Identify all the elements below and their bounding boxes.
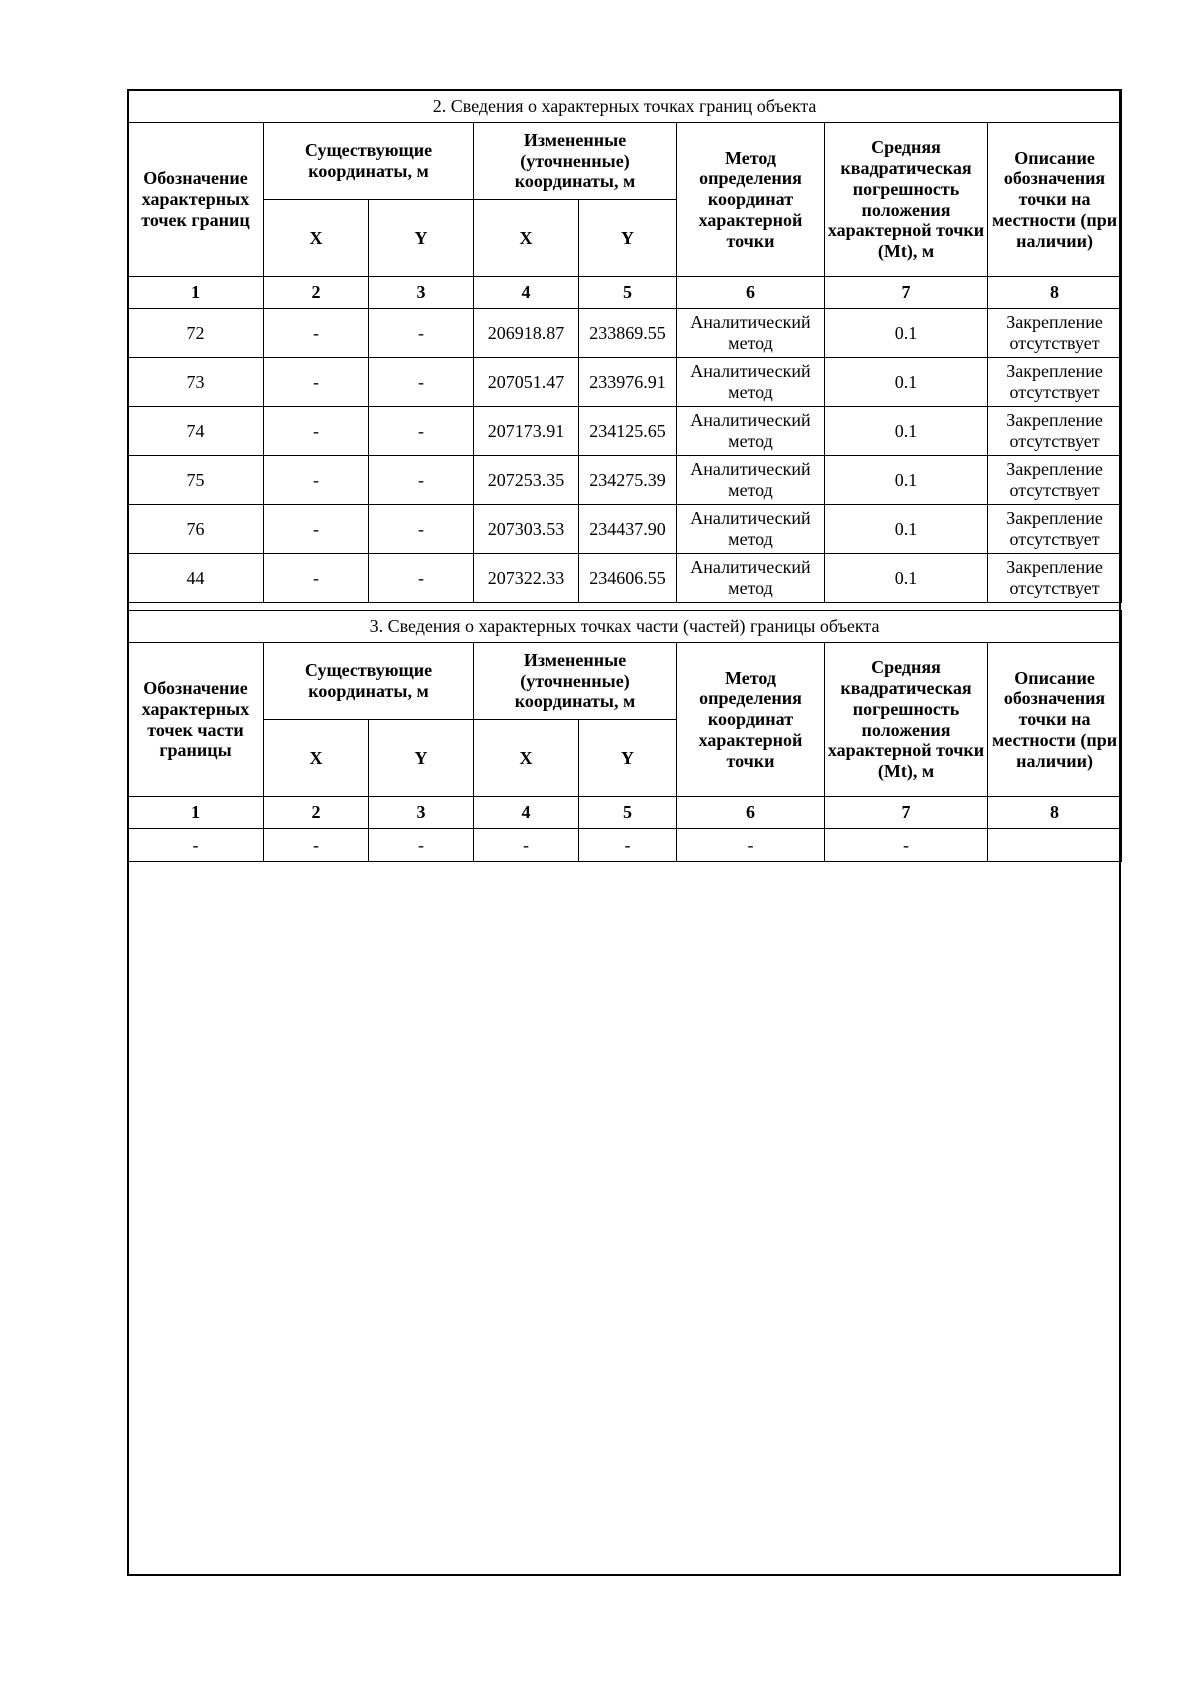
point-id: 76: [128, 505, 264, 554]
changed-x: 207253.35: [474, 456, 579, 505]
error-mt: 0.1: [825, 407, 988, 456]
header-changed: Измененные (уточненные) координаты, м: [474, 123, 677, 200]
changed-y: 233976.91: [579, 358, 677, 407]
point-id: 72: [128, 309, 264, 358]
changed-y: 234275.39: [579, 456, 677, 505]
description: [988, 829, 1122, 862]
changed-x: 207173.91: [474, 407, 579, 456]
changed-x: -: [474, 829, 579, 862]
header-changed-x: X: [474, 720, 579, 797]
existing-y: -: [369, 829, 474, 862]
table-row: [128, 309, 1122, 358]
header-existing: Существующие координаты, м: [264, 643, 474, 720]
table-row: [128, 456, 1122, 505]
method: Аналитический метод: [677, 456, 825, 505]
existing-x: -: [264, 505, 369, 554]
column-number: 8: [988, 797, 1122, 829]
section2-title: 2. Сведения о характерных точках границ объекта: [128, 90, 1122, 123]
header-changed-y: Y: [579, 200, 677, 277]
header-existing-y: Y: [369, 720, 474, 797]
existing-x: -: [264, 309, 369, 358]
point-id: 74: [128, 407, 264, 456]
header-description: Описание обозначения точки на местности (при наличии): [988, 643, 1122, 797]
header-existing-y: Y: [369, 200, 474, 277]
description: Закрепление отсутствует: [988, 407, 1122, 456]
changed-x: 207051.47: [474, 358, 579, 407]
method: Аналитический метод: [677, 554, 825, 603]
error-mt: 0.1: [825, 505, 988, 554]
section3-title: 3. Сведения о характерных точках части (частей) границы объекта: [128, 611, 1122, 643]
header-existing: Существующие координаты, м: [264, 123, 474, 200]
changed-y: 233869.55: [579, 309, 677, 358]
description: Закрепление отсутствует: [988, 456, 1122, 505]
point-id: 73: [128, 358, 264, 407]
column-number: 5: [579, 277, 677, 309]
existing-y: -: [369, 505, 474, 554]
method: -: [677, 829, 825, 862]
header-changed: Измененные (уточненные) координаты, м: [474, 643, 677, 720]
header-changed-y: Y: [579, 720, 677, 797]
changed-x: 207303.53: [474, 505, 579, 554]
description: Закрепление отсутствует: [988, 554, 1122, 603]
method: Аналитический метод: [677, 505, 825, 554]
column-number: 2: [264, 277, 369, 309]
header-method: Метод определения координат характерной точки: [677, 123, 825, 277]
changed-y: 234606.55: [579, 554, 677, 603]
method: Аналитический метод: [677, 407, 825, 456]
table-row: [128, 554, 1122, 603]
column-number: 3: [369, 277, 474, 309]
existing-y: -: [369, 358, 474, 407]
header-changed-x: X: [474, 200, 579, 277]
method: Аналитический метод: [677, 309, 825, 358]
column-number: 5: [579, 797, 677, 829]
column-number: 7: [825, 797, 988, 829]
header-designation: Обозначение характерных точек границ: [128, 123, 264, 277]
existing-y: -: [369, 309, 474, 358]
column-number: 4: [474, 277, 579, 309]
header-existing-x: X: [264, 200, 369, 277]
column-number: 1: [128, 277, 264, 309]
changed-x: 206918.87: [474, 309, 579, 358]
changed-x: 207322.33: [474, 554, 579, 603]
header-error: Средняя квадратическая погрешность положения характерной точки (Mt), м: [825, 123, 988, 277]
error-mt: 0.1: [825, 554, 988, 603]
method: Аналитический метод: [677, 358, 825, 407]
section3-table: [127, 610, 1122, 862]
existing-x: -: [264, 456, 369, 505]
changed-y: 234437.90: [579, 505, 677, 554]
point-id: 44: [128, 554, 264, 603]
error-mt: 0.1: [825, 358, 988, 407]
error-mt: 0.1: [825, 456, 988, 505]
header-designation: Обозначение характерных точек части границы: [128, 643, 264, 797]
point-id: 75: [128, 456, 264, 505]
table-row: [128, 407, 1122, 456]
header-description: Описание обозначения точки на местности (при наличии): [988, 123, 1122, 277]
header-method: Метод определения координат характерной точки: [677, 643, 825, 797]
column-number: 8: [988, 277, 1122, 309]
error-mt: 0.1: [825, 309, 988, 358]
description: Закрепление отсутствует: [988, 505, 1122, 554]
section2-table: [127, 89, 1122, 603]
table-row: [128, 505, 1122, 554]
existing-x: -: [264, 407, 369, 456]
changed-y: -: [579, 829, 677, 862]
column-numbers-row: [128, 797, 1122, 829]
column-number: 3: [369, 797, 474, 829]
error-mt: -: [825, 829, 988, 862]
existing-y: -: [369, 554, 474, 603]
table-row: [128, 358, 1122, 407]
description: Закрепление отсутствует: [988, 358, 1122, 407]
existing-x: -: [264, 829, 369, 862]
column-number: 2: [264, 797, 369, 829]
table-row: [128, 829, 1122, 862]
column-number: 4: [474, 797, 579, 829]
header-error: Средняя квадратическая погрешность положения характерной точки (Mt), м: [825, 643, 988, 797]
existing-x: -: [264, 554, 369, 603]
existing-x: -: [264, 358, 369, 407]
description: Закрепление отсутствует: [988, 309, 1122, 358]
point-id: -: [128, 829, 264, 862]
changed-y: 234125.65: [579, 407, 677, 456]
column-numbers-row: [128, 277, 1122, 309]
column-number: 6: [677, 797, 825, 829]
existing-y: -: [369, 407, 474, 456]
existing-y: -: [369, 456, 474, 505]
column-number: 7: [825, 277, 988, 309]
column-number: 6: [677, 277, 825, 309]
column-number: 1: [128, 797, 264, 829]
header-existing-x: X: [264, 720, 369, 797]
